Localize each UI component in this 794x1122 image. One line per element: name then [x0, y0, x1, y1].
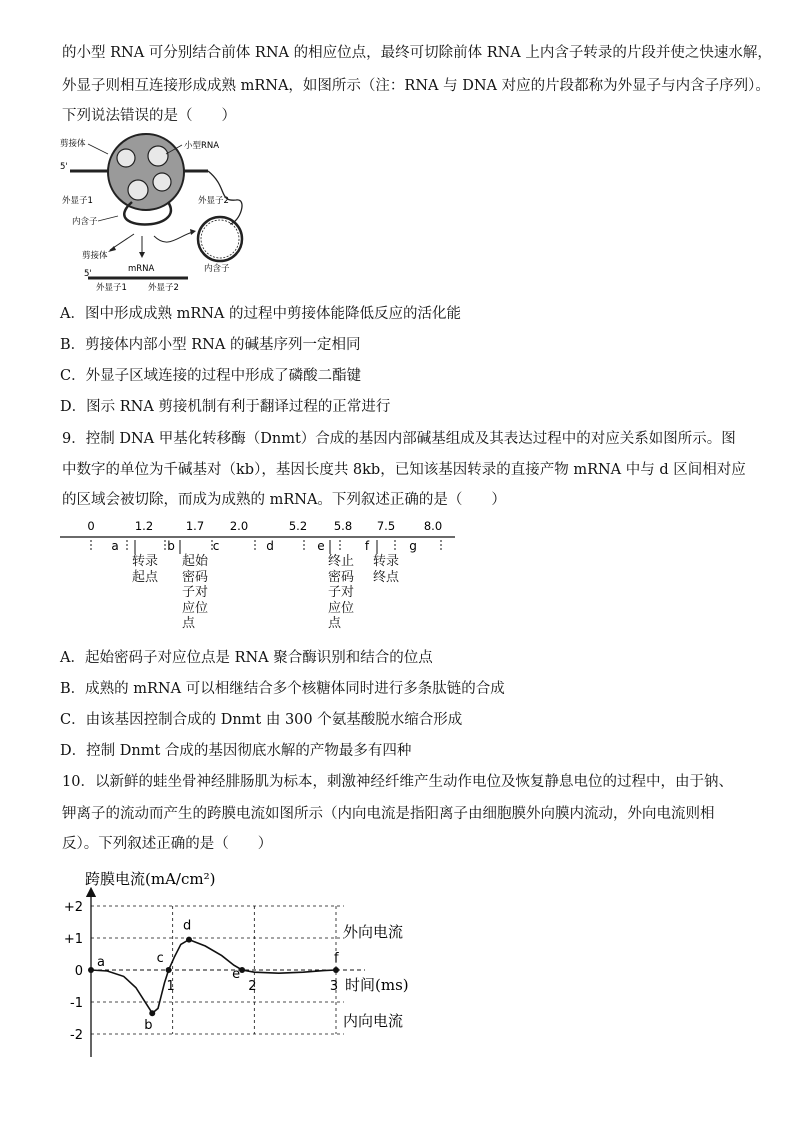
q8-line-1: 的小型 RNA 可分别结合前体 RNA 的相应位点，最终可切除前体 RNA 上内含子转录的片段并使之快速水解， — [62, 45, 772, 61]
chart-point-label-e: e — [232, 967, 241, 982]
gene-tick-8.0: 8.0 — [423, 519, 443, 533]
label-transcription-start: 转录起点 — [132, 554, 159, 585]
chart-x-tick: 3 — [329, 979, 339, 994]
gene-region-g: g — [409, 539, 417, 553]
gene-region-d: d — [266, 539, 274, 553]
chart-point-label-a: a — [97, 955, 105, 970]
chart-y-tick: +1 — [63, 932, 83, 947]
q8-line-2: 外显子则相互连接形成成熟 mRNA，如图所示（注：RNA 与 DNA 对应的片段都称为外显子与内含子序列）。 — [62, 78, 770, 94]
q10-line-1: 10．以新鲜的蛙坐骨神经腓肠肌为标本，刺激神经纤维产生动作电位及恢复静息电位的过程中，由于钠、 — [62, 774, 733, 790]
chart-point-label-c: c — [156, 951, 164, 966]
small-rna-label: 小型RNA — [184, 141, 220, 151]
chart-y-tick: -2 — [70, 1028, 83, 1043]
chart-point-label-f: f — [334, 951, 339, 966]
gene-region-b: b — [167, 539, 175, 553]
chart-point-b — [149, 1010, 155, 1016]
gene-tick-1.7: 1.7 — [185, 519, 205, 533]
q8-option-a[interactable]: A．图中形成成熟 mRNA 的过程中剪接体能降低反应的活化能 — [60, 306, 462, 322]
intron-circle-label: 内含子 — [204, 264, 230, 274]
intron-circle — [198, 217, 242, 261]
chart-y-tick: -1 — [70, 996, 83, 1011]
gene-tick-7.5: 7.5 — [376, 519, 396, 533]
chart-point-f — [333, 967, 339, 973]
chart-point-label-b: b — [144, 1018, 153, 1034]
spliceosome-body — [108, 134, 184, 210]
q8-option-c[interactable]: C．外显子区域连接的过程中形成了磷酸二酯键 — [60, 368, 362, 384]
label-start-codon: 起始密码子对应位点 — [182, 554, 209, 631]
chart-point-d — [186, 937, 192, 943]
q9-option-c[interactable]: C．由该基因控制合成的 Dnmt 由 300 个氨基酸脱水缩合形成 — [60, 712, 463, 728]
chart-point-label-d: d — [183, 918, 192, 934]
chart-x-tick: 2 — [248, 979, 257, 994]
gene-tick-2.0: 2.0 — [229, 519, 249, 533]
gene-tick-0: 0 — [87, 519, 95, 533]
five-prime-bottom-label: 5' — [84, 269, 92, 279]
q10-current-chart — [55, 862, 435, 1067]
label-transcription-end: 转录终点 — [373, 554, 400, 585]
spliceosome-bottom-label: 剪接体 — [82, 251, 108, 261]
q9-line-2: 中数字的单位为千碱基对（kb），基因长度共 8kb，已知该基因转录的直接产物 mRNA 中与 d 区间相对应 — [62, 462, 746, 478]
q8-line-3: 下列说法错误的是（ ） — [62, 108, 236, 124]
inward-current-label: 内向电流 — [343, 1012, 404, 1030]
q8-splicing-figure — [58, 132, 258, 292]
outward-current-label: 外向电流 — [343, 923, 404, 941]
gene-tick-5.8: 5.8 — [333, 519, 353, 533]
q9-gene-map — [55, 516, 475, 566]
gene-region-a: a — [111, 539, 119, 553]
chart-point-c — [166, 967, 172, 973]
chart-y-tick: +2 — [63, 900, 83, 915]
exon2-label: 外显子2 — [198, 196, 229, 206]
label-stop-codon: 终止密码子对应位点 — [328, 554, 355, 631]
gene-tick-1.2: 1.2 — [134, 519, 154, 533]
q10-line-3: 反）。下列叙述正确的是（ ） — [62, 836, 273, 852]
gene-region-e: e — [317, 539, 325, 553]
exon1-bottom-label: 外显子1 — [96, 283, 127, 292]
q10-line-2: 钾离子的流动而产生的跨膜电流如图所示（内向电流是指阳离子由细胞膜外向膜内流动，外向电流则相 — [62, 806, 715, 822]
gene-region-f: f — [364, 539, 370, 553]
chart-y-axis-title: 跨膜电流(mA/cm²) — [85, 870, 216, 888]
q9-option-d[interactable]: D．控制 Dnmt 合成的基因彻底水解的产物最多有四种 — [60, 743, 412, 759]
q9-option-b[interactable]: B．成熟的 mRNA 可以相继结合多个核糖体同时进行多条肽链的合成 — [60, 681, 505, 697]
intron-label: 内含子 — [72, 217, 98, 227]
spliceosome-label: 剪接体 — [60, 139, 86, 149]
exon2-bottom-label: 外显子2 — [148, 283, 179, 292]
chart-x-tick: 1 — [166, 979, 175, 994]
q9-option-a[interactable]: A．起始密码子对应位点是 RNA 聚合酶识别和结合的位点 — [60, 650, 433, 666]
chart-y-tick: 0 — [74, 964, 83, 979]
exon1-label: 外显子1 — [62, 196, 93, 206]
q8-option-b[interactable]: B．剪接体内部小型 RNA 的碱基序列一定相同 — [60, 337, 361, 353]
q9-line-1: 9．控制 DNA 甲基化转移酶（Dnmt）合成的基因内部碱基组成及其表达过程中的对应关系如图所示。图 — [62, 431, 736, 447]
chart-point-a — [88, 967, 94, 973]
gene-tick-5.2: 5.2 — [288, 519, 308, 533]
gene-region-c: c — [212, 539, 220, 553]
mrna-label: mRNA — [128, 264, 155, 274]
q8-option-d[interactable]: D．图示 RNA 剪接机制有利于翻译过程的正常进行 — [60, 399, 391, 415]
q9-line-3: 的区域会被切除，而成为成熟的 mRNA。下列叙述正确的是（ ） — [62, 492, 506, 508]
time-axis-label: 时间(ms) — [345, 976, 409, 994]
five-prime-top-label: 5' — [60, 162, 68, 172]
